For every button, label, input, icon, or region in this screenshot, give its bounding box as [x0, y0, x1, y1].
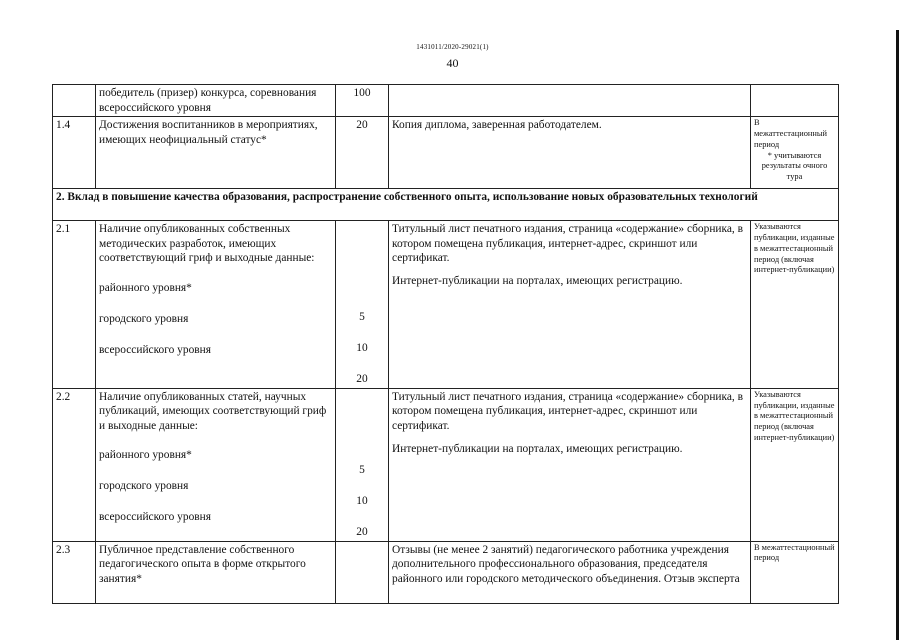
evidence-text-2: Интернет-публикации на порталах, имеющих регистрацию. — [392, 274, 683, 287]
row-number: 2.2 — [53, 388, 96, 541]
criteria-table — [52, 84, 839, 604]
row-number: 2.3 — [53, 541, 96, 603]
note-line: межаттестационный — [754, 128, 827, 138]
level-points: 20 — [356, 373, 368, 386]
points-cell — [336, 221, 389, 389]
level-label: районного уровня* — [99, 449, 192, 462]
row-number — [53, 85, 96, 117]
level-points: 10 — [356, 494, 368, 507]
criterion-text: Достижения воспитанников в мероприятиях, имеющих неофициальный статус* — [96, 117, 336, 189]
points-cell — [336, 388, 389, 541]
level-label: городского уровня — [99, 480, 189, 493]
note-line: результаты очного — [761, 161, 828, 171]
level-label: городского уровня — [99, 312, 189, 325]
level-points: 10 — [356, 341, 368, 354]
level-points: 20 — [356, 526, 368, 539]
evidence-cell — [389, 221, 751, 389]
note-text: Указываются публикации, изданные в межаттестационный период (включая интернет-публикации) — [751, 221, 839, 389]
criterion-text: победитель (призер) конкурса, соревнования всероссийского уровня — [96, 85, 336, 117]
table-row — [53, 221, 839, 389]
points-value: 100 — [336, 85, 389, 117]
note-line: * учитываются — [767, 150, 822, 160]
note-text: В межаттестационный период — [751, 541, 839, 603]
page-number: 40 — [446, 56, 459, 70]
level-points: 5 — [359, 310, 365, 323]
level-label: районного уровня* — [99, 281, 192, 294]
points-value: 20 — [336, 117, 389, 189]
section-row — [53, 189, 839, 221]
note-line: период — [754, 139, 780, 149]
document-id: 1431011/2020-29021(1) — [416, 43, 489, 51]
evidence-text-2: Интернет-публикации на порталах, имеющих регистрацию. — [392, 442, 683, 455]
level-label: всероссийского уровня — [99, 343, 211, 356]
evidence-text: Титульный лист печатного издания, страница «содержание» сборника, в котором помещена публикация, интернет-адрес, скриншот или сертификат. — [392, 390, 744, 432]
evidence-cell — [389, 388, 751, 541]
note-text — [751, 117, 839, 189]
section-heading: 2. Вклад в повышение качества образования, распространение собственного опыта, использование новых образовательных технологий — [53, 189, 839, 221]
note-text — [751, 85, 839, 117]
note-text: Указываются публикации, изданные в межаттестационный период (включая интернет-публикации) — [751, 388, 839, 541]
criterion-text: Наличие опубликованных статей, научных публикаций, имеющих соответствующий гриф и выходные данные: — [99, 390, 327, 432]
evidence-text: Титульный лист печатного издания, страница «содержание» сборника, в котором помещена публикация, интернет-адрес, скриншот или сертификат. — [392, 223, 744, 265]
row-number: 2.1 — [53, 221, 96, 389]
points-value — [336, 541, 389, 603]
criterion-cell — [96, 221, 336, 389]
evidence-text: Копия диплома, заверенная работодателем. — [389, 117, 751, 189]
criterion-text: Публичное представление собственного педагогического опыта в форме открытого занятия* — [96, 541, 336, 603]
table-row — [53, 117, 839, 189]
level-points: 5 — [359, 463, 365, 476]
note-line: В — [754, 118, 760, 128]
edge-bar — [896, 30, 899, 640]
note-line: тура — [786, 172, 803, 182]
level-label: всероссийского уровня — [99, 511, 211, 524]
evidence-text — [389, 85, 751, 117]
criterion-text: Наличие опубликованных собственных методических разработок, имеющих соответствующий гриф и выходные данные: — [99, 223, 315, 265]
table-row — [53, 388, 839, 541]
row-number: 1.4 — [53, 117, 96, 189]
table-row — [53, 541, 839, 603]
evidence-text: Отзывы (не менее 2 занятий) педагогического работника учреждения дополнительного профессионального образования, председателя районного или городского методического объединения. Отзыв эксперта — [389, 541, 751, 603]
criterion-cell — [96, 388, 336, 541]
table-row — [53, 85, 839, 117]
